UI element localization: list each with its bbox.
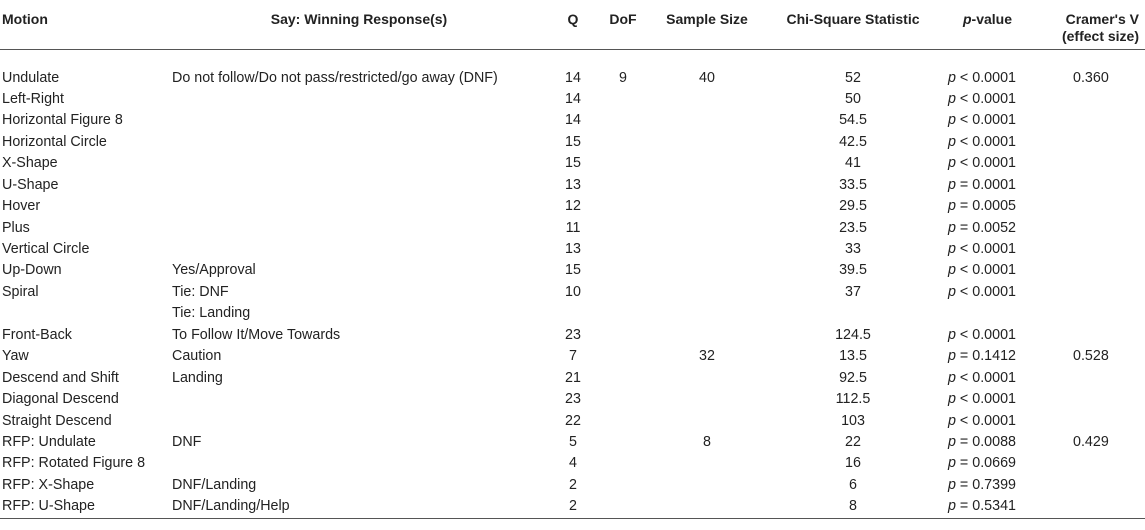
p-value-text: < 0.0001 <box>955 326 1016 343</box>
cell-q <box>546 303 600 324</box>
cell-motion <box>0 303 172 324</box>
cell-p-value <box>938 411 1037 432</box>
cell-cramers-v <box>1037 239 1145 260</box>
cell-say: To Follow It/Move Towards <box>172 326 341 343</box>
p-symbol: p <box>948 198 956 215</box>
p-value-text: = 0.0005 <box>955 198 1016 215</box>
cell-sample-size: 8 <box>703 433 711 450</box>
cell-say: Yes/Approval <box>172 262 256 279</box>
cell-q: 23 <box>565 326 581 343</box>
cell-chi-square: 16 <box>845 455 861 472</box>
cell-sample-size <box>646 110 768 131</box>
cell-dof <box>600 175 646 196</box>
p-value-text: = 0.5341 <box>955 498 1016 515</box>
cell-cramers-v <box>1037 475 1145 496</box>
cell-motion: RFP: Rotated Figure 8 <box>2 455 146 472</box>
table-row <box>0 453 1145 474</box>
cell-motion: Horizontal Figure 8 <box>2 112 123 129</box>
cell-chi-square: 29.5 <box>839 198 867 215</box>
cell-dof <box>600 196 646 217</box>
table-row <box>0 260 1145 281</box>
header-p-value <box>938 0 1037 49</box>
cell-p-value <box>938 389 1037 410</box>
table-row <box>0 411 1145 432</box>
header-dof: DoF <box>609 11 637 27</box>
cell-sample-size <box>646 325 768 346</box>
cell-say <box>172 175 546 196</box>
cell-sample-size <box>646 89 768 110</box>
cell-motion: X-Shape <box>2 155 58 172</box>
p-value-text: < 0.0001 <box>955 412 1016 429</box>
table-row <box>0 475 1145 496</box>
cell-q: 11 <box>565 219 581 236</box>
cell-cramers-v: 0.360 <box>1073 69 1109 86</box>
table-row <box>0 432 1145 453</box>
p-symbol: p <box>948 412 956 429</box>
cell-dof <box>600 496 646 518</box>
cell-q: 21 <box>565 369 581 386</box>
cell-chi-square <box>768 303 938 324</box>
p-symbol: p <box>948 455 956 472</box>
table-row <box>0 303 1145 324</box>
cell-p-value <box>938 196 1037 217</box>
cell-q: 2 <box>569 476 577 493</box>
cell-say: Landing <box>172 369 223 386</box>
header-motion: Motion <box>2 11 48 27</box>
p-symbol: p <box>948 241 956 257</box>
table-body <box>0 49 1145 518</box>
cell-dof <box>600 368 646 389</box>
table-row <box>0 325 1145 346</box>
table-row <box>0 218 1145 239</box>
table-row <box>0 196 1145 217</box>
table-row <box>0 89 1145 110</box>
cell-sample-size <box>646 153 768 174</box>
table-row <box>0 282 1145 303</box>
header-chi-square: Chi-Square Statistic <box>786 11 920 27</box>
cell-chi-square: 33 <box>845 241 861 257</box>
cell-cramers-v <box>1037 389 1145 410</box>
cell-say <box>172 132 546 153</box>
cell-sample-size <box>646 368 768 389</box>
cell-cramers-v <box>1037 496 1145 518</box>
cell-p-value <box>938 110 1037 131</box>
p-symbol: p <box>948 219 956 236</box>
table-row <box>0 132 1145 153</box>
cell-motion: U-Shape <box>2 176 59 193</box>
cell-sample-size <box>646 475 768 496</box>
p-symbol: p <box>948 283 956 300</box>
cell-cramers-v: 0.429 <box>1073 433 1109 450</box>
cell-sample-size <box>646 389 768 410</box>
cell-say: DNF <box>172 433 202 450</box>
cell-sample-size <box>646 196 768 217</box>
cell-sample-size <box>646 218 768 239</box>
cell-chi-square: 92.5 <box>839 369 867 386</box>
cell-say: Do not follow/Do not pass/restricted/go away (DNF) <box>172 69 498 86</box>
cell-q: 14 <box>565 112 581 129</box>
cell-p-value <box>938 260 1037 281</box>
header-say: Say: Winning Response(s) <box>270 11 448 27</box>
cell-sample-size: 40 <box>699 69 715 86</box>
header-p-rest: -value <box>971 11 1013 27</box>
cell-p-value <box>938 218 1037 239</box>
table-row <box>0 110 1145 131</box>
cell-p-value <box>938 153 1037 174</box>
header-p-italic: p <box>962 11 972 27</box>
cell-sample-size <box>646 132 768 153</box>
cell-cramers-v <box>1037 325 1145 346</box>
cell-dof <box>600 453 646 474</box>
cell-chi-square: 6 <box>849 476 857 493</box>
cell-q: 2 <box>546 496 600 518</box>
cell-chi-square: 52 <box>845 69 861 86</box>
cell-motion: Horizontal Circle <box>2 133 107 150</box>
cell-say: DNF/Landing/Help <box>172 496 546 518</box>
p-value-text: = 0.0052 <box>955 219 1016 236</box>
cell-cramers-v <box>1037 282 1145 303</box>
cell-say <box>172 153 546 174</box>
cell-dof <box>600 132 646 153</box>
cell-chi-square: 13.5 <box>839 348 867 365</box>
cell-p-value <box>938 49 1037 89</box>
header-row <box>0 0 1145 49</box>
cell-motion: Hover <box>2 198 41 215</box>
header-cramers-v: Cramer's V (effect size) <box>1061 11 1139 44</box>
cell-chi-square: 8 <box>768 496 938 518</box>
cell-dof <box>600 411 646 432</box>
cell-p-value <box>938 89 1037 110</box>
table-row <box>0 368 1145 389</box>
cell-q: 14 <box>565 90 581 107</box>
cell-motion: RFP: Undulate <box>2 433 96 450</box>
header-sample-size: Sample Size <box>666 11 748 27</box>
p-value-text: < 0.0001 <box>955 241 1016 257</box>
p-value-text: < 0.0001 <box>955 369 1016 386</box>
p-symbol: p <box>948 262 956 279</box>
table-row <box>0 49 1145 89</box>
cell-dof <box>600 346 646 367</box>
table-row <box>0 153 1145 174</box>
cell-p-value <box>938 132 1037 153</box>
cell-say: DNF/Landing <box>172 476 257 493</box>
cell-say <box>172 218 546 239</box>
p-symbol: p <box>948 348 956 365</box>
cell-chi-square: 39.5 <box>839 262 867 279</box>
cell-sample-size <box>646 260 768 281</box>
p-value-text: = 0.0088 <box>955 433 1016 450</box>
cell-motion: Diagonal Descend <box>2 391 119 408</box>
p-value-text: < 0.0001 <box>955 391 1016 408</box>
cell-p-value <box>938 325 1037 346</box>
cell-p-value <box>938 496 1037 518</box>
cell-dof <box>600 475 646 496</box>
p-symbol: p <box>948 433 956 450</box>
cell-cramers-v: 0.528 <box>1073 348 1109 365</box>
p-symbol: p <box>948 69 956 86</box>
cell-motion: Plus <box>2 219 30 236</box>
cell-q: 13 <box>565 241 581 257</box>
header-q: Q <box>567 11 579 27</box>
p-symbol: p <box>948 476 956 493</box>
cell-sample-size: 32 <box>699 348 715 365</box>
cell-cramers-v <box>1037 260 1145 281</box>
cell-p-value <box>938 346 1037 367</box>
cell-chi-square: 42.5 <box>839 133 867 150</box>
cell-q: 5 <box>569 433 577 450</box>
cell-p-value <box>938 239 1037 260</box>
cell-chi-square: 124.5 <box>835 326 871 343</box>
cell-say <box>172 389 546 410</box>
p-symbol: p <box>948 391 956 408</box>
cell-q: 13 <box>565 176 581 193</box>
cell-say <box>172 453 546 474</box>
cell-motion: Spiral <box>2 283 39 300</box>
cell-motion: Up-Down <box>2 262 62 279</box>
cell-say <box>172 411 546 432</box>
p-value-text: < 0.0001 <box>955 112 1016 129</box>
table-row <box>0 175 1145 196</box>
p-symbol: p <box>948 498 956 515</box>
p-symbol: p <box>948 133 956 150</box>
cell-say: Caution <box>172 348 222 365</box>
cell-sample-size <box>646 239 768 260</box>
p-value-text: < 0.0001 <box>955 155 1016 172</box>
cell-sample-size <box>646 303 768 324</box>
cell-q: 14 <box>565 69 581 86</box>
cell-cramers-v <box>1037 132 1145 153</box>
cell-sample-size <box>646 175 768 196</box>
cell-say: Tie: Landing <box>172 305 251 322</box>
cell-dof <box>600 218 646 239</box>
cell-motion: Yaw <box>2 348 29 365</box>
p-value-text: = 0.0001 <box>955 176 1016 193</box>
cell-q: 12 <box>565 198 581 215</box>
cell-q: 15 <box>565 133 581 150</box>
cell-motion: Front-Back <box>2 326 72 343</box>
p-value-text: < 0.0001 <box>955 69 1016 86</box>
cell-cramers-v <box>1037 368 1145 389</box>
cell-dof <box>600 239 646 260</box>
cell-chi-square: 33.5 <box>839 176 867 193</box>
cell-chi-square: 41 <box>845 155 861 172</box>
cell-sample-size <box>646 496 768 518</box>
cell-cramers-v <box>1037 218 1145 239</box>
cell-q: 22 <box>565 412 581 429</box>
cell-say <box>172 89 546 110</box>
table-row <box>0 389 1145 410</box>
p-symbol: p <box>948 112 956 129</box>
cell-q: 10 <box>565 283 581 300</box>
cell-p-value <box>938 303 1037 324</box>
p-value-text: = 0.1412 <box>955 348 1016 365</box>
p-value-text: < 0.0001 <box>955 262 1016 279</box>
cell-sample-size <box>646 282 768 303</box>
cell-dof <box>600 282 646 303</box>
cell-motion: Straight Descend <box>2 412 112 429</box>
cell-cramers-v <box>1037 303 1145 324</box>
cell-dof <box>600 432 646 453</box>
cell-cramers-v <box>1037 196 1145 217</box>
p-symbol: p <box>948 90 956 107</box>
cell-cramers-v <box>1037 110 1145 131</box>
cell-chi-square: 54.5 <box>839 112 867 129</box>
cell-chi-square: 50 <box>845 90 861 107</box>
table-row <box>0 239 1145 260</box>
cell-chi-square: 23.5 <box>839 219 867 236</box>
cell-say <box>172 110 546 131</box>
cell-motion: Descend and Shift <box>2 369 119 386</box>
cell-chi-square: 103 <box>841 412 865 429</box>
cell-cramers-v <box>1037 453 1145 474</box>
p-value-text: < 0.0001 <box>955 283 1016 300</box>
cell-say: Tie: DNF <box>172 283 229 300</box>
cell-cramers-v <box>1037 411 1145 432</box>
cell-motion: RFP: X-Shape <box>2 476 95 493</box>
cell-p-value <box>938 432 1037 453</box>
table-row <box>0 496 1145 518</box>
cell-q: 4 <box>569 455 577 472</box>
cell-motion: Vertical Circle <box>2 241 90 257</box>
p-value-text: = 0.7399 <box>955 476 1016 493</box>
p-symbol: p <box>948 369 956 386</box>
cell-q: 7 <box>569 348 577 365</box>
table-row <box>0 346 1145 367</box>
cell-dof <box>600 260 646 281</box>
cell-dof <box>600 325 646 346</box>
p-symbol: p <box>948 176 956 193</box>
cell-say <box>172 196 546 217</box>
p-value-text: < 0.0001 <box>955 133 1016 150</box>
cell-cramers-v <box>1037 89 1145 110</box>
cell-motion: Left-Right <box>2 90 64 107</box>
cell-sample-size <box>646 411 768 432</box>
cell-p-value <box>938 175 1037 196</box>
cell-q: 15 <box>565 262 581 279</box>
cell-q: 15 <box>565 155 581 172</box>
cell-p-value <box>938 368 1037 389</box>
cell-motion: RFP: U-Shape <box>0 496 172 518</box>
cell-chi-square: 37 <box>845 283 861 300</box>
cell-dof <box>600 153 646 174</box>
cell-q: 23 <box>565 391 581 408</box>
p-value-text: = 0.0669 <box>955 455 1016 472</box>
cell-p-value <box>938 453 1037 474</box>
cell-chi-square: 112.5 <box>835 391 871 408</box>
cell-dof <box>600 89 646 110</box>
cell-p-value <box>938 475 1037 496</box>
cell-cramers-v <box>1037 175 1145 196</box>
p-symbol: p <box>948 326 956 343</box>
cell-dof: 9 <box>619 69 627 86</box>
cell-sample-size <box>646 453 768 474</box>
p-value-text: < 0.0001 <box>955 90 1016 107</box>
p-symbol: p <box>948 155 956 172</box>
cell-p-value <box>938 282 1037 303</box>
cell-dof <box>600 389 646 410</box>
cell-dof <box>600 110 646 131</box>
cell-cramers-v <box>1037 153 1145 174</box>
cell-dof <box>600 303 646 324</box>
cell-say <box>172 239 546 260</box>
cell-chi-square: 22 <box>845 433 861 450</box>
cell-motion: Undulate <box>2 69 60 86</box>
